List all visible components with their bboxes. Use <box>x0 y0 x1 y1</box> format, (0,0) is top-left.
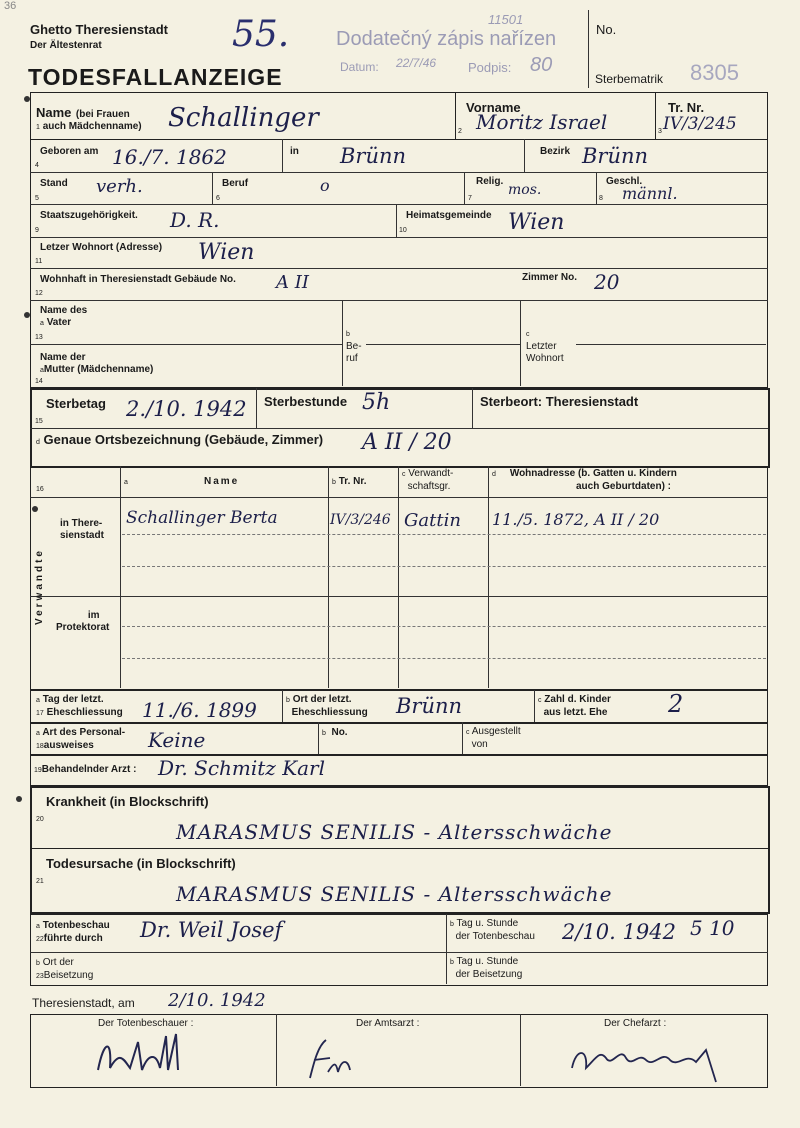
field-number: 13 <box>35 334 43 341</box>
ausgestellt-1: Ausgestellt <box>471 726 521 737</box>
ehe-ort-1: Ort der letzt. <box>292 694 352 705</box>
beruf-value: o <box>320 176 330 195</box>
eheschliessung-tag-label: a Tag der letzt. 17 Eheschliessung <box>36 694 123 718</box>
col-wohn-label-1: Wohnadresse (b. Gatten u. Kindern <box>509 468 677 479</box>
col-wohn-header: d Wohnadresse (b. Gatten u. Kindern auch Geburtdaten) : <box>492 468 677 492</box>
margin-mark <box>32 506 38 512</box>
sig-totenbeschauer-label: Der Totenbeschauer : <box>98 1018 194 1029</box>
relative-name-value: Schallinger Berta <box>126 508 278 528</box>
sig-amtsarzt-label: Der Amtsarzt : <box>356 1018 420 1029</box>
place-date-value: 2/10. 1942 <box>168 990 266 1011</box>
relative-verw-value: Gattin <box>404 510 461 531</box>
col-divider <box>446 914 447 984</box>
signature-totenbeschauer <box>90 1030 210 1080</box>
arzt-label-text: Behandelnder Arzt : <box>41 764 137 775</box>
margin-mark <box>24 312 30 318</box>
field-number: 7 <box>468 195 472 202</box>
row-divider <box>30 139 768 140</box>
geschl-value: männl. <box>622 184 678 203</box>
totenbeschau-tag-2: der Totenbeschau <box>455 931 535 942</box>
field-number: 5 <box>35 195 39 202</box>
in-theresienstadt-label <box>60 518 104 542</box>
ehe-tag-2: Eheschliessung <box>46 707 123 718</box>
field-number: 10 <box>399 227 407 234</box>
trnr-value: IV/3/245 <box>663 114 737 134</box>
geboren-label: Geboren am <box>40 146 99 157</box>
row-divider <box>30 172 768 173</box>
col-divider <box>520 300 521 386</box>
mutter-label-2: Mutter (Mädchenname) <box>43 364 154 375</box>
name-label <box>36 104 130 122</box>
stamp-datum-label: Datum: <box>340 60 379 74</box>
letzter-line <box>576 344 766 345</box>
heimat-value: Wien <box>508 210 565 235</box>
col-divider <box>596 172 597 204</box>
kinder-label: c Zahl d. Kinder aus letzt. Ehe <box>538 694 611 718</box>
verwandte-side-label: Verwandte <box>34 548 45 626</box>
col-verw-label-2: schaftsgr. <box>407 481 451 492</box>
ausweis-no-label: b No. <box>322 727 348 738</box>
margin-mark <box>16 796 22 802</box>
col-name-header: a <box>124 479 128 486</box>
col-divider <box>455 92 456 139</box>
table-line <box>122 658 766 659</box>
field-number: 12 <box>35 290 43 297</box>
wohnort-value: Wien <box>198 240 255 265</box>
field-number: 8 <box>599 195 603 202</box>
col-divider <box>282 139 283 172</box>
im-prot-2: Protektorat <box>56 622 110 633</box>
col-divider <box>462 722 463 754</box>
ehe-tag-1: Tag der letzt. <box>42 694 104 705</box>
name-sub2-text: auch Mädchenname) <box>42 121 142 132</box>
totenbeschau-tag-label: b Tag u. Stunde der Totenbeschau <box>450 918 535 942</box>
name-label-text: Name <box>36 105 72 120</box>
col-divider <box>398 466 399 688</box>
col-divider <box>520 1014 521 1086</box>
wohnhaft-label: Wohnhaft in Theresienstadt Gebäude No. <box>40 274 236 285</box>
field-number: 14 <box>35 378 43 385</box>
col-divider <box>524 139 525 172</box>
beisetzung-ort-1: Ort der <box>42 957 74 968</box>
eltern-beruf-2: ruf <box>346 353 358 364</box>
col-divider <box>120 466 121 688</box>
zimmer-label: Zimmer No. <box>522 272 578 283</box>
table-line <box>122 534 766 535</box>
ausgestellt-label: c Ausgestellt von <box>466 726 521 750</box>
beruf-line <box>366 344 520 345</box>
stand-value: verh. <box>96 176 143 197</box>
ehe-ort-2: Eheschliessung <box>291 707 368 718</box>
in-there-2: sienstadt <box>60 530 104 541</box>
col-divider <box>472 388 473 428</box>
sig-chefarzt-label: Der Chefarzt : <box>604 1018 667 1029</box>
relig-value: mos. <box>508 182 542 198</box>
staat-value: D. R. <box>170 208 220 232</box>
parent-line <box>100 344 342 345</box>
kinder-value: 2 <box>668 690 684 718</box>
margin-mark <box>24 96 30 102</box>
col-verw-label-1: Verwandt- <box>408 468 454 479</box>
mutter-label-1: Name der <box>40 352 86 363</box>
krankheit-value: MARASMUS SENILIS - Altersschwäche <box>176 820 613 844</box>
eheschliessung-ort-value: Brünn <box>396 694 463 718</box>
staat-label: Staatszugehörigkeit. <box>40 210 138 221</box>
row-divider <box>30 300 768 301</box>
totenbeschau-tag-1: Tag u. Stunde <box>456 918 519 929</box>
no-label: No. <box>596 22 617 37</box>
sterbetag-label: Sterbetag <box>46 396 106 411</box>
field-number: 3 <box>658 128 662 135</box>
row-divider <box>30 952 768 953</box>
col-divider <box>342 300 343 386</box>
table-line <box>122 566 766 567</box>
relative-wohn-value: 11./5. 1872, A II / 20 <box>492 510 660 529</box>
col-divider <box>488 466 489 688</box>
genaue-label-text: Genaue Ortsbezeichnung (Gebäude, Zimmer) <box>43 432 324 447</box>
relatives-table <box>30 466 768 690</box>
col-name-label: Name <box>204 476 240 487</box>
totenbeschau-label: a Totenbeschau 22führte durch <box>36 920 110 944</box>
arzt-label: 19Behandelnder Arzt : <box>34 764 137 775</box>
col-divider <box>655 92 656 139</box>
field-number: 6 <box>216 195 220 202</box>
id-document-row <box>30 722 768 756</box>
sterbematrik-number: 8305 <box>690 60 739 85</box>
sterbestunde-label: Sterbestunde <box>264 394 348 409</box>
org-subname: Der Ältestenrat <box>30 40 102 51</box>
ausgestellt-2: von <box>471 739 488 750</box>
wohnhaft-value: A II <box>276 272 309 293</box>
signature-amtsarzt <box>300 1032 380 1082</box>
table-line <box>122 626 766 627</box>
sterbetag-value: 2./10. 1942 <box>126 397 247 421</box>
geboren-value: 16./7. 1862 <box>112 145 227 169</box>
vater-label: Name des a Vater <box>40 305 88 328</box>
letzter-wohnort-label: c Letzter Wohnort <box>526 331 564 364</box>
col-divider <box>212 172 213 204</box>
signature-chefarzt <box>566 1028 746 1088</box>
col-wohn-label-2: auch Geburtdaten) : <box>576 481 672 492</box>
row-divider <box>30 204 768 205</box>
im-prot-1: im <box>87 610 100 621</box>
relative-trnr-value: IV/3/246 <box>330 512 391 528</box>
totenbeschau-stunde-value: 5 10 <box>690 916 735 940</box>
eltern-beruf-1: Be- <box>346 341 362 352</box>
ausweis-art-1: Art des Personal- <box>42 727 126 738</box>
zimmer-value: 20 <box>594 270 620 294</box>
totenbeschau-2: führte durch <box>43 933 103 944</box>
eheschliessung-tag-value: 11./6. 1899 <box>142 698 257 722</box>
doctor-row <box>30 754 768 786</box>
vater-label-2: Vater <box>46 317 72 328</box>
totenbeschau-value: Dr. Weil Josef <box>140 918 283 942</box>
letzter-1: Letzter <box>526 341 557 352</box>
field-number: 4 <box>35 162 39 169</box>
col-divider <box>318 722 319 754</box>
stamp-podpis-label: Podpis: <box>468 60 512 75</box>
vater-label-1: Name des <box>40 305 88 316</box>
eheschliessung-ort-label: b Ort der letzt. Eheschliessung <box>286 694 368 718</box>
name-label-sub: (bei Frauen <box>75 109 130 120</box>
field-number: 20 <box>36 816 44 823</box>
form-title: TODESFALLANZEIGE <box>28 64 283 90</box>
arzt-value: Dr. Schmitz Karl <box>158 756 326 780</box>
field-number: 21 <box>36 878 44 885</box>
col-divider <box>328 466 329 688</box>
col-divider <box>464 172 465 204</box>
row-divider <box>30 268 768 269</box>
stamp-datum-value: 22/7/46 <box>396 56 437 70</box>
row-divider <box>30 237 768 238</box>
row-divider <box>30 428 768 429</box>
genaue-value: A II / 20 <box>362 430 452 455</box>
todesursache-value: MARASMUS SENILIS - Altersschwäche <box>176 882 613 906</box>
kinder-1: Zahl d. Kinder <box>544 694 611 705</box>
header-divider <box>588 10 589 88</box>
mutter-label: Name der aMutter (Mädchenname) <box>40 352 154 375</box>
sterbeort-label: Sterbeort: Theresienstadt <box>480 394 639 409</box>
wohnort-label: Letzer Wohnort (Adresse) <box>40 242 163 253</box>
bezirk-value: Brünn <box>582 144 649 168</box>
col-divider <box>276 1014 277 1086</box>
field-number: 15 <box>35 418 43 425</box>
name-value: Schallinger <box>168 103 319 133</box>
geschl-label: Geschl. <box>606 176 643 187</box>
col-divider <box>534 690 535 722</box>
im-protektorat-label <box>56 610 109 634</box>
col-divider <box>282 690 283 722</box>
beisetzung-ort-2: Beisetzung <box>43 970 94 981</box>
name-label-sub2: 1 auch Mädchenname) <box>36 121 142 132</box>
vorname-value: Moritz Israel <box>476 110 608 134</box>
col-trnr-header: b Tr. Nr. <box>332 476 367 487</box>
stamp-podpis-value: 80 <box>530 54 553 76</box>
totenbeschau-1: Totenbeschau <box>42 920 110 931</box>
genaue-label: d Genaue Ortsbezeichnung (Gebäude, Zimmer) <box>36 432 324 447</box>
beisetzung-tag-2: der Beisetzung <box>455 969 523 980</box>
in-label: in <box>290 146 299 157</box>
vorname-label: Vorname <box>466 100 521 115</box>
ausweis-art-label: a Art des Personal- 18ausweises <box>36 727 126 751</box>
sterbematrik-label: Sterbematrik <box>595 72 664 86</box>
field-number: 11 <box>35 258 43 265</box>
sterbestunde-value: 5h <box>362 390 391 415</box>
stamp-additional-entry: Dodatečný zápis nařízen <box>336 28 557 50</box>
col-trnr-label: Tr. Nr. <box>338 476 367 487</box>
field-number: 16 <box>36 486 44 493</box>
row-divider <box>30 848 768 849</box>
beisetzung-tag-1: Tag u. Stunde <box>456 956 519 967</box>
col-divider <box>396 204 397 237</box>
in-there-1: in There- <box>60 518 103 529</box>
org-name: Ghetto Theresienstadt <box>30 22 168 37</box>
in-value: Brünn <box>340 144 407 168</box>
ausweis-no-text: No. <box>331 727 348 738</box>
field-number: 9 <box>35 227 39 234</box>
bezirk-label: Bezirk <box>540 146 571 157</box>
eltern-beruf-label: b Be- ruf <box>346 331 362 364</box>
beruf-label: Beruf <box>222 178 249 189</box>
place-date-label: Theresienstadt, am <box>32 996 135 1010</box>
handwritten-number: 55. <box>232 14 290 55</box>
col-verw-header: c Verwandt- schaftsgr. <box>402 468 454 492</box>
stamp-reference: 11501 <box>488 12 524 27</box>
krankheit-label: Krankheit (in Blockschrift) <box>46 794 209 809</box>
heimat-label: Heimatsgemeinde <box>406 210 492 221</box>
totenbeschau-tag-value: 2/10. 1942 <box>562 920 676 944</box>
ausweis-art-value: Keine <box>148 728 206 752</box>
field-number: 2 <box>458 128 462 135</box>
letzter-2: Wohnort <box>526 353 564 364</box>
relig-label: Relig. <box>476 176 504 187</box>
ausweis-art-2: ausweises <box>43 740 94 751</box>
kinder-2: aus letzt. Ehe <box>543 707 608 718</box>
todesursache-label: Todesursache (in Blockschrift) <box>46 856 236 871</box>
section-divider <box>30 596 768 597</box>
beisetzung-ort-label: b Ort der 23Beisetzung <box>36 957 94 981</box>
stand-label: Stand <box>40 178 68 189</box>
beisetzung-tag-label: b Tag u. Stunde der Beisetzung <box>450 956 523 980</box>
corner-mark: 36 <box>4 0 17 12</box>
trnr-label: Tr. Nr. <box>668 100 705 115</box>
header-underline <box>30 497 768 498</box>
col-divider <box>256 388 257 428</box>
